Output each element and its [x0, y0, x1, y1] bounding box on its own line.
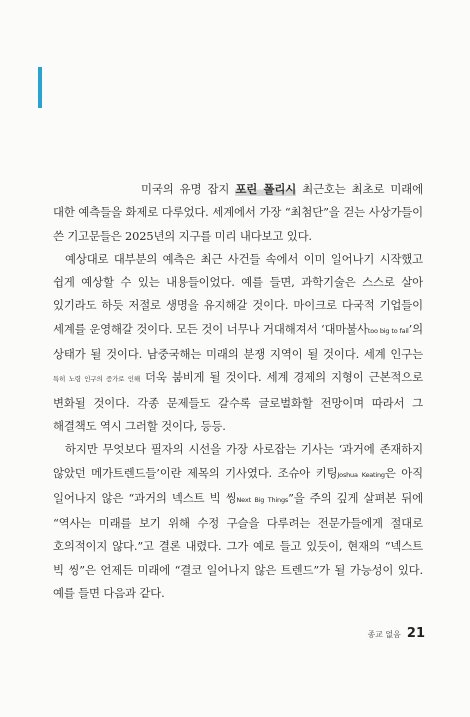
paragraph-3-text-a: 하지만 무엇보다 필자의 시선을 가장 사로잡는 기사는 ‘과거에 존재하지 않았던 메가트렌드들’이란 제목의 기사였다. 조슈아 키팅: [53, 442, 423, 480]
paragraph-1: [53, 178, 423, 248]
paragraph-3-text-c: ”을 주의 깊게 살펴본 뒤에 “역사는 미래를 보기 위해 수정 구슬을 다루려는 전문가들에게 절대로 호의적이지 않다.”고 결론 내렸다. 그가 예로 들고 있듯이, 현재의 “넥스트 빅 씽”은 언제든 미래에 “결코 일어나지 않은 트렌드”가 될 가능성이 있다. 예를 들면 다음과 같다.: [53, 490, 423, 601]
magazine-title-highlight: 포린 폴리시: [235, 182, 297, 196]
section-accent-bar: [38, 67, 42, 108]
paragraph-3: [53, 438, 423, 605]
gloss-too-big-to-fail: too big to fail: [367, 326, 409, 335]
page-number: 21: [406, 626, 425, 641]
paragraph-1-text-a: 미국의 유명 잡지: [141, 182, 236, 196]
gloss-aging-population: 특히 노령 인구의 증가로 인해: [53, 375, 140, 384]
gloss-joshua-keating: Joshua Keating: [337, 470, 385, 479]
paragraph-2: [53, 248, 423, 438]
paragraph-2-text-a: 예상대로 대부분의 예측은 최근 사건들 속에서 이미 일어나기 시작했고 쉽게 예상할 수 있는 내용들이었다. 예를 들면, 과학기술은 스스로 살아 있기라도 하듯 저절로 생명을 유지해갈 것이다. 마이크로 다국적 기업들이 세계를 운영해갈 것이다. 모든 것이 너무나 거대해져서 ‘대마불사: [53, 251, 423, 336]
paragraph-1-text-b: 최근호는 최초로 미래에 대한 예측들을 화제로 다루었다. 세계에서 가장 “최첨단”을 걷는 사상가들이 쓴 기고문들은 2025년의 지구를 미리 내다보고 있다.: [53, 182, 423, 243]
page-footer: [367, 626, 425, 641]
paragraph-2-text-c: 더욱 붐비게 될 것이다. 세계 경제의 지형이 근본적으로 변화될 것이다. 각종 문제들도 갈수록 글로벌화할 전망이며 따라서 그 해결책도 역시 그러할 것이다, 등등.: [53, 370, 423, 433]
body-text: [53, 178, 423, 605]
running-footer-title: 종교 없음: [367, 630, 401, 639]
paragraph-2-text-b: ’의 상태가 될 것이다. 남중국해는 미래의 분쟁 지역이 될 것이다. 세계 인구는: [53, 321, 423, 362]
paragraph-3-text-b: 은 아직 일어나지 않은 “과거의 넥스트 빅 씽: [53, 465, 423, 505]
gloss-next-big-things: Next Big Things: [236, 495, 289, 504]
